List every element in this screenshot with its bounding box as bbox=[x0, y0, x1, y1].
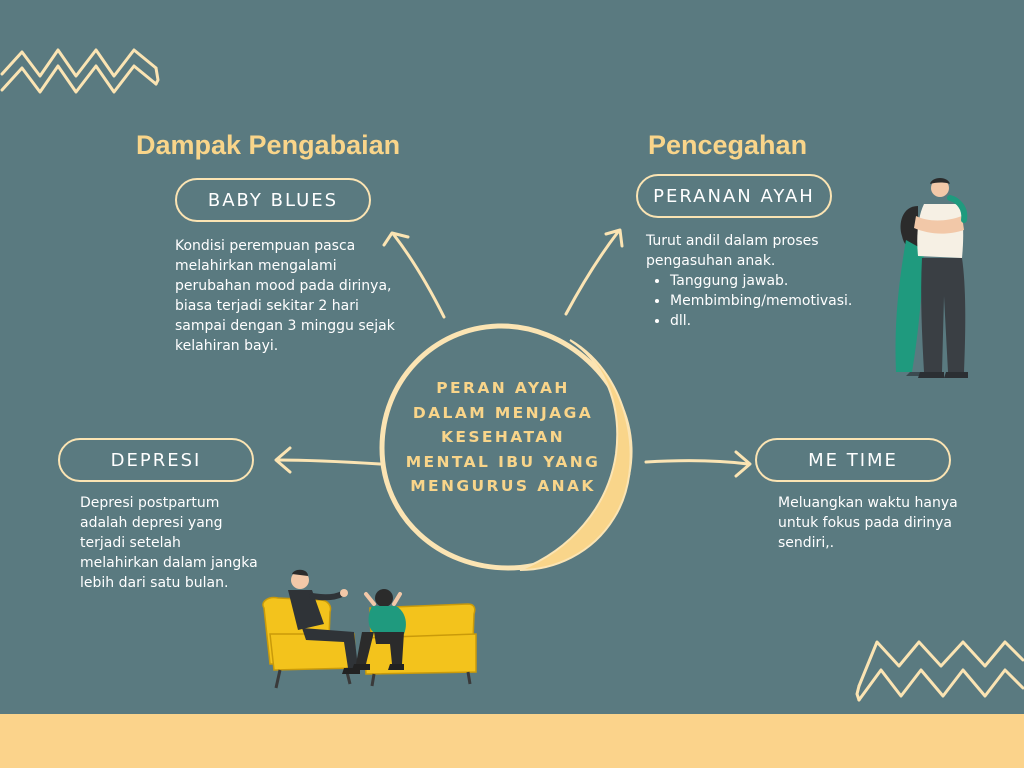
depresi-pill: DEPRESI bbox=[58, 438, 254, 482]
arrow-to-baby-blues-icon bbox=[380, 225, 450, 325]
therapy-session-illustration bbox=[258, 568, 483, 692]
depresi-description: Depresi postpartum adalah depresi yang terjadi setelah melahirkan dalam jangka lebih dari satu bulan. bbox=[80, 495, 258, 591]
arrow-to-me-time-icon bbox=[640, 448, 760, 482]
pencegahan-heading: Pencegahan bbox=[648, 130, 808, 160]
dampak-pengabaian-heading: Dampak Pengabaian bbox=[136, 130, 401, 160]
zigzag-bottom-right-decoration bbox=[855, 630, 1024, 705]
list-item: • Tanggung jawab. bbox=[670, 271, 876, 291]
arrow-to-peranan-ayah-icon bbox=[562, 222, 632, 322]
me-time-pill: ME TIME bbox=[755, 438, 951, 482]
hugging-couple-illustration bbox=[888, 176, 978, 382]
baby-blues-description: Kondisi perempuan pasca melahirkan mengalami perubahan mood pada dirinya, biasa terjadi sekitar 2 hari sampai dengan 3 minggu sejak kelahiran bayi. bbox=[175, 238, 395, 354]
peranan-ayah-description: Turut andil dalam proses pengasuhan anak. • Tanggung jawab. • Membimbing/memotivasi. • dll. bbox=[646, 231, 876, 331]
list-item: • Membimbing/memotivasi. bbox=[670, 291, 876, 311]
arrow-to-depresi-icon bbox=[268, 444, 388, 478]
peranan-ayah-pill: PERANAN AYAH bbox=[636, 174, 832, 218]
me-time-description: Meluangkan waktu hanya untuk fokus pada dirinya sendiri,. bbox=[778, 495, 958, 551]
peranan-ayah-list bbox=[646, 271, 876, 331]
list-item: • dll. bbox=[670, 311, 876, 331]
footer-band bbox=[0, 714, 1024, 768]
center-title: PERAN AYAH DALAM MENJAGA KESEHATAN MENTAL IBU YANG MENGURUS ANAK bbox=[405, 379, 601, 495]
baby-blues-pill: BABY BLUES bbox=[175, 178, 371, 222]
zigzag-top-left-decoration bbox=[0, 30, 170, 100]
